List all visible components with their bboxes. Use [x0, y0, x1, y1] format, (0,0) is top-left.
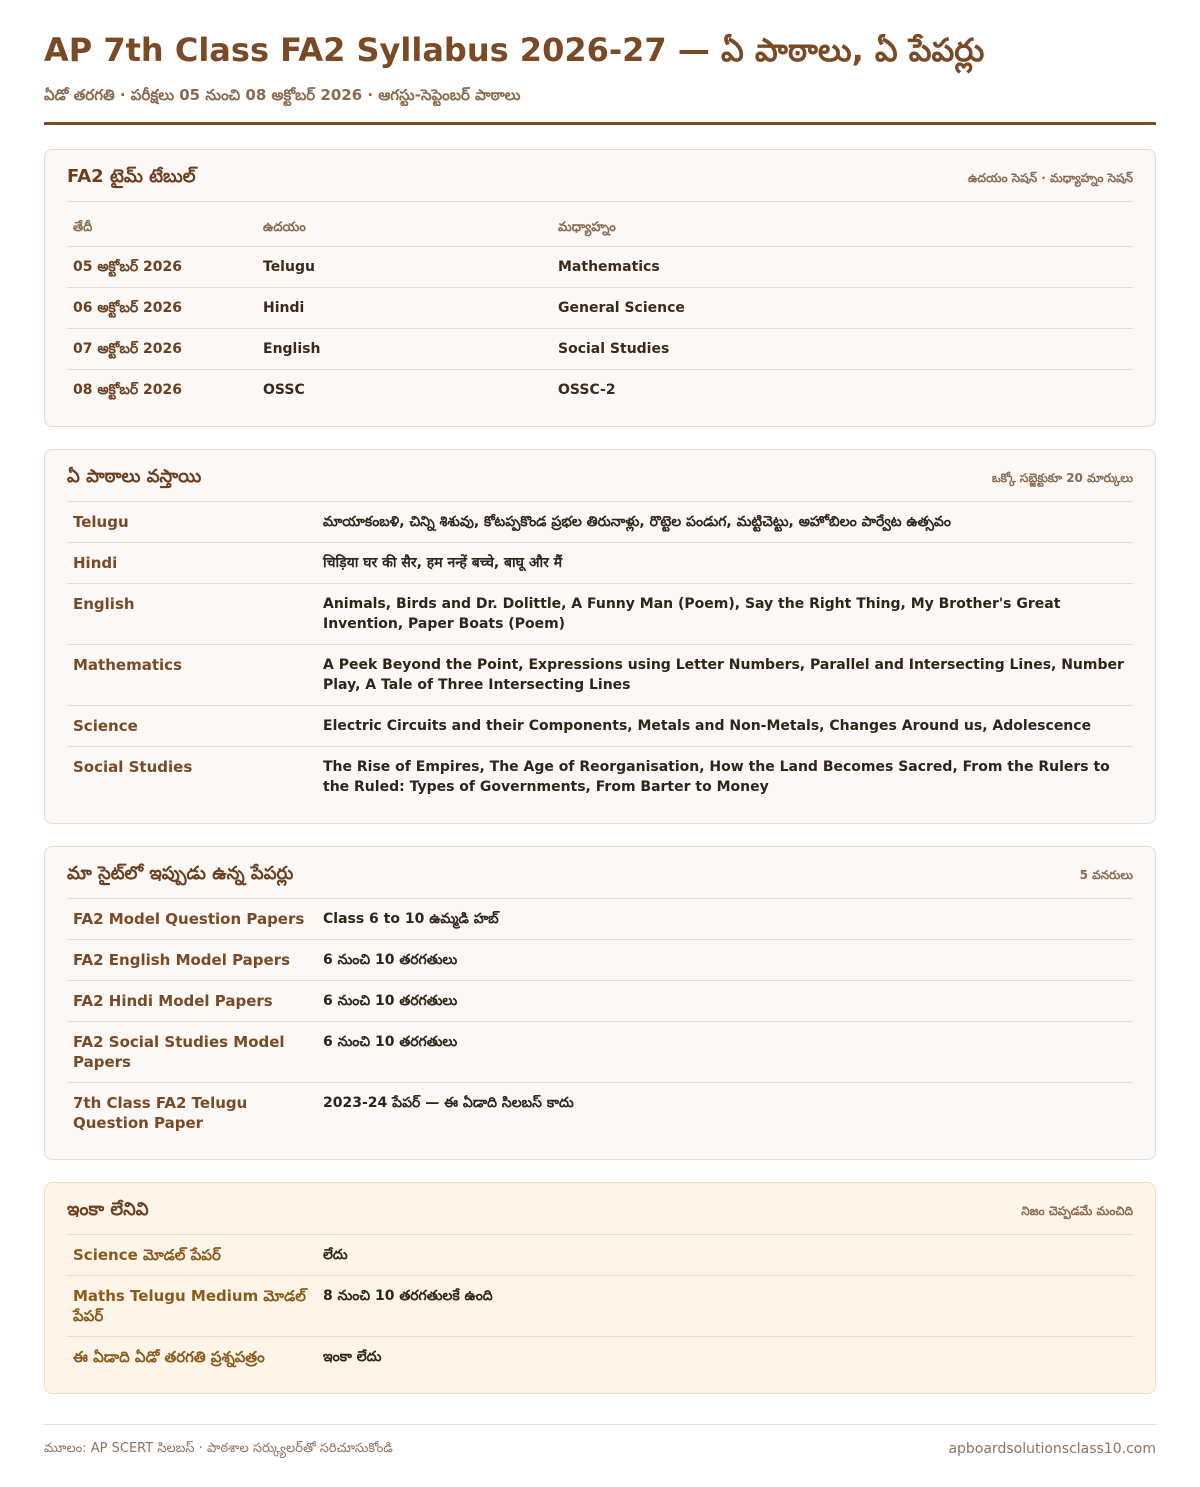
- exam-date: 08 అక్టోబర్ 2026: [73, 382, 183, 398]
- column-header-date: తేదీ: [67, 202, 257, 247]
- timetable-card: [44, 149, 1156, 427]
- subject-topics: Electric Circuits and their Components, Metals and Non-Metals, Changes Around us, Adolescence: [317, 706, 1133, 747]
- morning-subject: Telugu: [257, 247, 552, 288]
- page-subtitle: ఏడో తరగతి · పరీక్షలు 05 నుంచి 08 అక్టోబర్ 2026 · ఆగస్టు-సెప్టెంబర్ పాఠాలు: [44, 86, 521, 104]
- table-row: [67, 981, 1133, 1022]
- lessons-note: ఒక్కో సబ్జెక్టుకూ 20 మార్కులు: [991, 471, 1133, 485]
- paper-link[interactable]: 7th Class FA2 Telugu Question Paper: [73, 1094, 248, 1132]
- papers-card: [44, 846, 1156, 1160]
- timetable-title: FA2 టైమ్ టేబుల్: [67, 166, 196, 187]
- missing-item: ఈ ఏడాది ఏడో తరగతి ప్రశ్నపత్రం: [73, 1348, 265, 1366]
- paper-link[interactable]: FA2 Social Studies Model Papers: [67, 1022, 317, 1083]
- table-row: [67, 247, 1133, 288]
- morning-subject: Hindi: [257, 288, 552, 329]
- missing-status: 8 నుంచి 10 తరగతులకే ఉంది: [317, 1276, 1133, 1337]
- subject-name: Mathematics: [67, 645, 317, 706]
- missing-table: [67, 1235, 1133, 1377]
- header-divider: [44, 122, 1156, 125]
- paper-description: 2023-24 పేపర్ — ఈ ఏడాది సిలబస్ కాదు: [323, 1095, 574, 1111]
- afternoon-subject: General Science: [552, 288, 1133, 329]
- table-row: [67, 543, 1133, 584]
- subject-name: English: [67, 584, 317, 645]
- table-row: [67, 1337, 1133, 1378]
- page-footer: [44, 1424, 1156, 1459]
- table-row: [67, 370, 1133, 411]
- page: [44, 30, 1156, 1394]
- timetable-table: [67, 202, 1133, 410]
- subject-name: Science: [67, 706, 317, 747]
- table-row: [67, 329, 1133, 370]
- subject-name: Telugu: [67, 502, 317, 543]
- table-row: [67, 1276, 1133, 1337]
- papers-table: [67, 899, 1133, 1143]
- missing-item: Science మోడల్ పేపర్: [67, 1235, 317, 1276]
- table-row: [67, 584, 1133, 645]
- missing-status: ఇంకా లేదు: [323, 1349, 382, 1365]
- table-row: [67, 288, 1133, 329]
- table-row: [67, 940, 1133, 981]
- paper-link[interactable]: FA2 Hindi Model Papers: [67, 981, 317, 1022]
- lessons-card: [44, 449, 1156, 824]
- missing-item: Maths Telugu Medium మోడల్ పేపర్: [67, 1276, 317, 1337]
- morning-subject: English: [257, 329, 552, 370]
- footer-site-link[interactable]: apboardsolutionsclass10.com: [948, 1441, 1156, 1457]
- table-row: [67, 899, 1133, 940]
- subject-topics: The Rise of Empires, The Age of Reorganisation, How the Land Becomes Sacred, From the Rulers to the Ruled: Types of Governments, From Barter to Money: [323, 759, 1110, 795]
- column-header-morning: ఉదయం: [257, 202, 552, 247]
- lessons-table: [67, 502, 1133, 807]
- afternoon-subject: OSSC-2: [558, 382, 616, 398]
- table-row: [67, 502, 1133, 543]
- missing-title: ఇంకా లేనివి: [67, 1199, 149, 1220]
- morning-subject: OSSC: [263, 382, 305, 398]
- paper-description: 6 నుంచి 10 తరగతులు: [317, 940, 1133, 981]
- missing-card: [44, 1182, 1156, 1394]
- subject-name: Hindi: [67, 543, 317, 584]
- table-row: [67, 1083, 1133, 1144]
- lessons-title: ఏ పాఠాలు వస్తాయి: [67, 466, 202, 487]
- table-row: [67, 645, 1133, 706]
- subject-name: Social Studies: [73, 758, 193, 776]
- paper-link[interactable]: FA2 Model Question Papers: [67, 899, 317, 940]
- paper-description: 6 నుంచి 10 తరగతులు: [317, 981, 1133, 1022]
- subject-topics: Animals, Birds and Dr. Dolittle, A Funny Man (Poem), Say the Right Thing, My Brother's Great Invention, Paper Boats (Poem): [317, 584, 1133, 645]
- papers-title: మా సైట్‌లో ఇప్పుడు ఉన్న పేపర్లు: [67, 863, 294, 884]
- subject-topics: A Peek Beyond the Point, Expressions using Letter Numbers, Parallel and Intersecting Lines, Number Play, A Tale of Three Intersecting Lines: [317, 645, 1133, 706]
- table-row: [67, 747, 1133, 808]
- papers-note: 5 వనరులు: [1079, 868, 1133, 882]
- footer-source: మూలం: AP SCERT సిలబస్ · పాఠశాల సర్క్యులర్‌తో సరిచూసుకోండి: [44, 1441, 393, 1456]
- exam-date: 05 అక్టోబర్ 2026: [67, 247, 257, 288]
- paper-description: Class 6 to 10 ఉమ్మడి హబ్: [317, 899, 1133, 940]
- page-title: AP 7th Class FA2 Syllabus 2026-27 — ఏ పాఠాలు, ఏ పేపర్లు: [44, 31, 985, 69]
- missing-note: నిజం చెప్పడమే మంచిది: [1021, 1204, 1133, 1218]
- table-row: [67, 1235, 1133, 1276]
- column-header-afternoon: మధ్యాహ్నం: [552, 202, 1133, 247]
- missing-status: లేదు: [317, 1235, 1133, 1276]
- afternoon-subject: Mathematics: [552, 247, 1133, 288]
- table-row: [67, 1022, 1133, 1083]
- paper-link[interactable]: FA2 English Model Papers: [67, 940, 317, 981]
- paper-description: 6 నుంచి 10 తరగతులు: [317, 1022, 1133, 1083]
- exam-date: 07 అక్టోబర్ 2026: [67, 329, 257, 370]
- subject-topics: चिड़िया घर की सैर, हम नन्हें बच्चे, बाघू और मैं: [317, 543, 1133, 584]
- subject-topics: మాయాకంబళి, చిన్ని శిశువు, కోటప్పకొండ ప్రభల తిరునాళ్లు, రొట్టెల పండుగ, మట్టిచెట్టు, అహోబిలం పార్వేట ఉత్సవం: [317, 502, 1133, 543]
- afternoon-subject: Social Studies: [552, 329, 1133, 370]
- exam-date: 06 అక్టోబర్ 2026: [67, 288, 257, 329]
- timetable-note: ఉదయం సెషన్ · మధ్యాహ్నం సెషన్: [967, 171, 1133, 185]
- table-row: [67, 706, 1133, 747]
